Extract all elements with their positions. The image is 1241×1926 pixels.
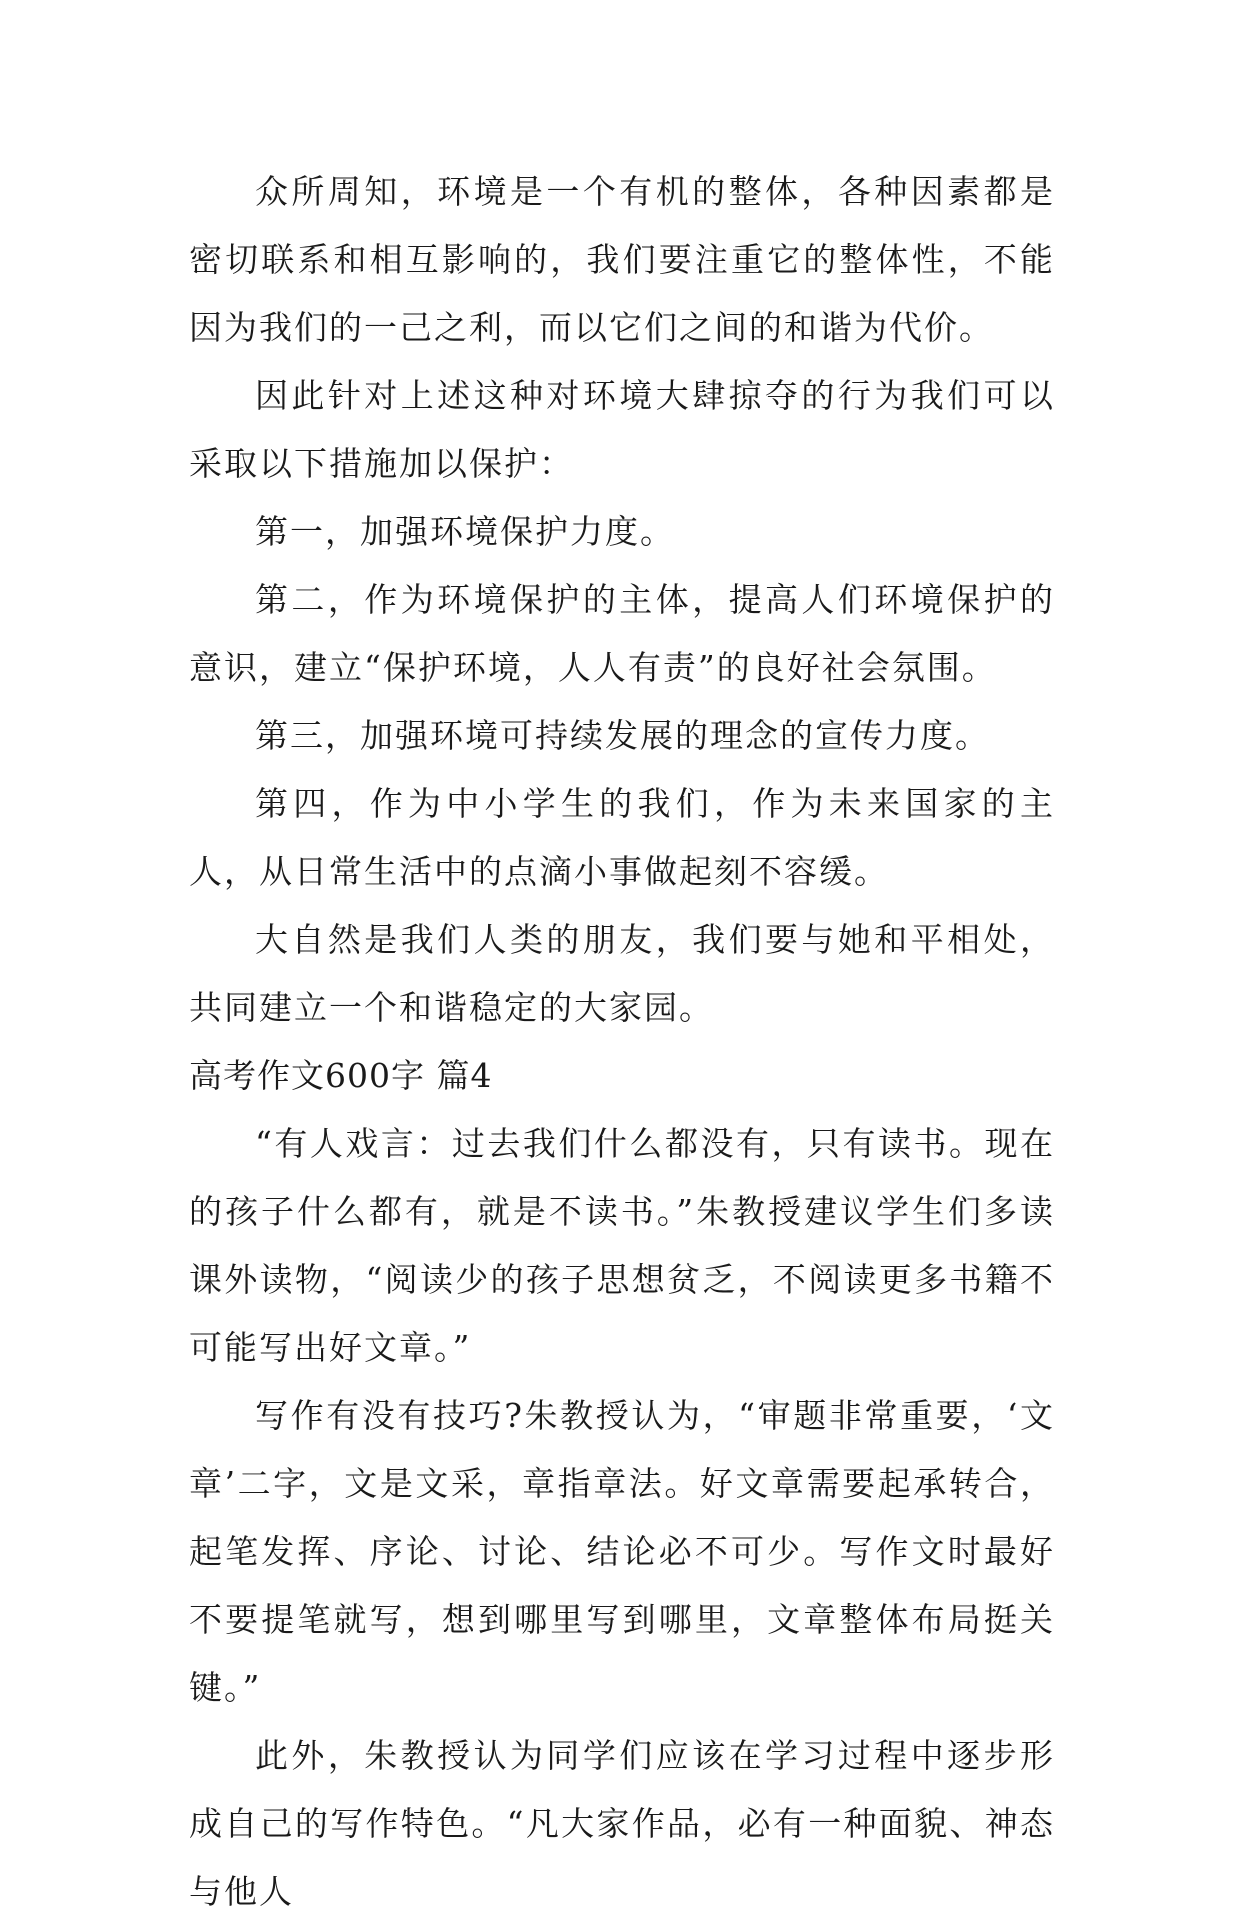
paragraph: 写作有没有技巧?朱教授认为，“审题非常重要，‘文章’二字，文是文采，章指章法。好文章需要起承转合，起笔发挥、序论、讨论、结论必不可少。写作文时最好不要提笔就写，想到哪里写到哪里，文章整体布局挺关键。” bbox=[189, 1396, 1055, 1707]
paragraph: 第三，加强环境可持续发展的理念的宣传力度。 bbox=[255, 716, 990, 755]
paragraph: “有人戏言：过去我们什么都没有，只有读书。现在的孩子什么都有，就是不读书。”朱教授建议学生们多读课外读物，“阅读少的孩子思想贫乏，不阅读更多书籍不可能写出好文章。” bbox=[189, 1124, 1055, 1367]
paragraph: 此外，朱教授认为同学们应该在学习过程中逐步形成自己的写作特色。“凡大家作品，必有一种面貌、神态与他人 bbox=[189, 1736, 1055, 1911]
paragraph: 第一，加强环境保护力度。 bbox=[255, 512, 675, 551]
document-body bbox=[189, 158, 1055, 1926]
section-heading: 高考作文600字 篇4 bbox=[189, 1056, 493, 1095]
paragraph: 第二，作为环境保护的主体，提高人们环境保护的意识，建立“保护环境，人人有责”的良好社会氛围。 bbox=[189, 580, 1055, 687]
paragraph: 众所周知，环境是一个有机的整体，各种因素都是密切联系和相互影响的，我们要注重它的整体性，不能因为我们的一己之利，而以它们之间的和谐为代价。 bbox=[189, 172, 1055, 347]
paragraph: 因此针对上述这种对环境大肆掠夺的行为我们可以采取以下措施加以保护： bbox=[189, 376, 1055, 483]
paragraph: 大自然是我们人类的朋友，我们要与她和平相处，共同建立一个和谐稳定的大家园。 bbox=[189, 920, 1055, 1027]
paragraph: 第四，作为中小学生的我们，作为未来国家的主人，从日常生活中的点滴小事做起刻不容缓。 bbox=[189, 784, 1055, 891]
